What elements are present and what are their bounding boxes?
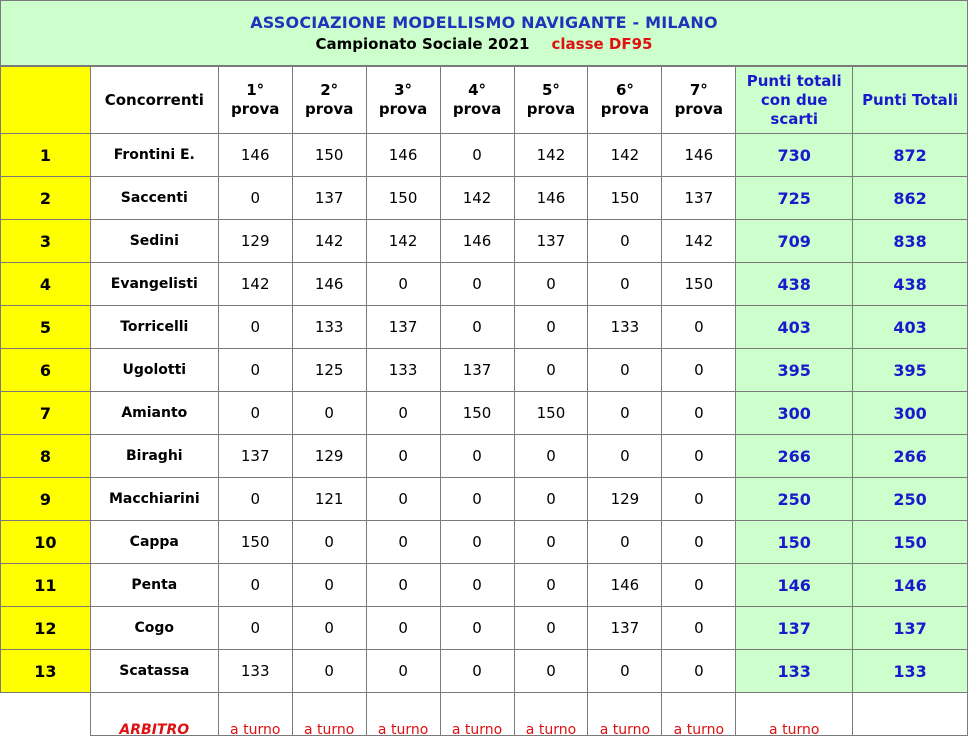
table-row: [1, 220, 968, 263]
race-score-3: 0: [366, 564, 440, 607]
grand-total-cell: 438: [853, 263, 968, 306]
race-score-5: 0: [514, 263, 588, 306]
race-header-7: 7° prova: [662, 67, 736, 134]
race-score-1: 133: [218, 650, 292, 693]
position-cell: 1: [1, 134, 91, 177]
race-score-5: 137: [514, 220, 588, 263]
race-score-6: 142: [588, 134, 662, 177]
championship-subtitle: [1, 35, 967, 53]
race-header-5: 5° prova: [514, 67, 588, 134]
race-score-2: 0: [292, 607, 366, 650]
discard-total-cell: 266: [736, 435, 853, 478]
race-score-2: 146: [292, 263, 366, 306]
race-score-7: 150: [662, 263, 736, 306]
race-score-3: 0: [366, 650, 440, 693]
race-header-3: 3° prova: [366, 67, 440, 134]
grand-total-cell: 300: [853, 392, 968, 435]
referee-turn-discard: a turno: [736, 693, 853, 736]
race-score-5: 0: [514, 435, 588, 478]
class-label: classe DF95: [551, 35, 653, 53]
race-score-5: 0: [514, 521, 588, 564]
grand-total-cell: 872: [853, 134, 968, 177]
competitor-name: Macchiarini: [90, 478, 218, 521]
discard-total-cell: 250: [736, 478, 853, 521]
position-cell: 5: [1, 306, 91, 349]
race-score-1: 0: [218, 306, 292, 349]
competitor-name: Ugolotti: [90, 349, 218, 392]
race-score-7: 0: [662, 650, 736, 693]
race-score-7: 142: [662, 220, 736, 263]
table-row: [1, 134, 968, 177]
race-score-4: 142: [440, 177, 514, 220]
race-score-2: 133: [292, 306, 366, 349]
race-score-7: 146: [662, 134, 736, 177]
competitor-name: Evangelisti: [90, 263, 218, 306]
race-score-1: 150: [218, 521, 292, 564]
discard-total-header: Punti totali con due scarti: [736, 67, 853, 134]
referee-turn-2: a turno: [292, 693, 366, 736]
championship-name: Campionato Sociale 2021: [315, 35, 530, 53]
referee-turn-1: a turno: [218, 693, 292, 736]
header-row: [1, 67, 968, 134]
race-score-1: 0: [218, 564, 292, 607]
position-cell: 11: [1, 564, 91, 607]
race-score-3: 142: [366, 220, 440, 263]
race-score-3: 0: [366, 478, 440, 521]
race-score-4: 0: [440, 263, 514, 306]
race-score-6: 0: [588, 521, 662, 564]
race-score-4: 0: [440, 607, 514, 650]
race-score-5: 0: [514, 564, 588, 607]
race-score-3: 0: [366, 607, 440, 650]
race-score-1: 0: [218, 392, 292, 435]
position-cell: 6: [1, 349, 91, 392]
race-score-4: 0: [440, 521, 514, 564]
referee-row: [1, 693, 968, 736]
race-score-3: 137: [366, 306, 440, 349]
race-score-4: 0: [440, 650, 514, 693]
competitors-header: Concorrenti: [90, 67, 218, 134]
race-score-7: 0: [662, 306, 736, 349]
race-score-5: 142: [514, 134, 588, 177]
race-score-7: 0: [662, 349, 736, 392]
race-score-2: 137: [292, 177, 366, 220]
race-score-4: 0: [440, 134, 514, 177]
race-score-3: 0: [366, 392, 440, 435]
table-row: [1, 478, 968, 521]
table-row: [1, 349, 968, 392]
race-score-1: 0: [218, 478, 292, 521]
discard-total-cell: 403: [736, 306, 853, 349]
competitor-name: Cogo: [90, 607, 218, 650]
grand-total-cell: 250: [853, 478, 968, 521]
grand-total-cell: 862: [853, 177, 968, 220]
race-score-7: 0: [662, 435, 736, 478]
table-row: [1, 177, 968, 220]
race-score-2: 142: [292, 220, 366, 263]
table-row: [1, 392, 968, 435]
position-cell: 3: [1, 220, 91, 263]
race-score-2: 125: [292, 349, 366, 392]
race-score-4: 0: [440, 564, 514, 607]
discard-total-cell: 150: [736, 521, 853, 564]
race-score-6: 146: [588, 564, 662, 607]
grand-total-cell: 395: [853, 349, 968, 392]
position-header: [1, 67, 91, 134]
grand-total-cell: 146: [853, 564, 968, 607]
race-score-1: 0: [218, 177, 292, 220]
race-score-6: 0: [588, 220, 662, 263]
referee-turn-6: a turno: [588, 693, 662, 736]
competitor-name: Cappa: [90, 521, 218, 564]
grand-total-cell: 137: [853, 607, 968, 650]
race-score-3: 150: [366, 177, 440, 220]
discard-total-cell: 730: [736, 134, 853, 177]
race-score-1: 0: [218, 349, 292, 392]
referee-turn-5: a turno: [514, 693, 588, 736]
race-score-5: 0: [514, 306, 588, 349]
association-title: ASSOCIAZIONE MODELLISMO NAVIGANTE - MILANO: [250, 13, 718, 32]
table-row: [1, 650, 968, 693]
race-score-4: 137: [440, 349, 514, 392]
grand-total-cell: 266: [853, 435, 968, 478]
race-score-2: 0: [292, 564, 366, 607]
race-score-1: 137: [218, 435, 292, 478]
race-score-5: 0: [514, 349, 588, 392]
race-score-4: 146: [440, 220, 514, 263]
race-score-1: 0: [218, 607, 292, 650]
race-score-6: 0: [588, 650, 662, 693]
table-row: [1, 521, 968, 564]
race-score-2: 121: [292, 478, 366, 521]
competitor-name: Scatassa: [90, 650, 218, 693]
race-score-4: 0: [440, 478, 514, 521]
race-score-4: 0: [440, 435, 514, 478]
competitor-name: Frontini E.: [90, 134, 218, 177]
grand-total-header: Punti Totali: [853, 67, 968, 134]
grand-total-cell: 150: [853, 521, 968, 564]
position-cell: 4: [1, 263, 91, 306]
race-score-6: 0: [588, 435, 662, 478]
race-score-4: 150: [440, 392, 514, 435]
competitor-name: Penta: [90, 564, 218, 607]
grand-total-cell: 133: [853, 650, 968, 693]
discard-total-cell: 146: [736, 564, 853, 607]
referee-turn-3: a turno: [366, 693, 440, 736]
race-score-7: 0: [662, 478, 736, 521]
referee-turn-7: a turno: [662, 693, 736, 736]
race-score-3: 133: [366, 349, 440, 392]
grand-total-cell: 838: [853, 220, 968, 263]
table-row: [1, 564, 968, 607]
race-score-7: 137: [662, 177, 736, 220]
table-row: [1, 435, 968, 478]
race-score-2: 150: [292, 134, 366, 177]
race-score-1: 142: [218, 263, 292, 306]
race-header-6: 6° prova: [588, 67, 662, 134]
discard-total-cell: 438: [736, 263, 853, 306]
position-cell: 7: [1, 392, 91, 435]
race-score-2: 0: [292, 392, 366, 435]
discard-total-cell: 300: [736, 392, 853, 435]
standings-table: [0, 66, 968, 736]
race-score-2: 0: [292, 650, 366, 693]
referee-blank-cell: [1, 693, 91, 736]
referee-blank-total: [853, 693, 968, 736]
position-cell: 12: [1, 607, 91, 650]
race-score-7: 0: [662, 521, 736, 564]
race-score-7: 0: [662, 607, 736, 650]
discard-total-cell: 709: [736, 220, 853, 263]
race-score-7: 0: [662, 392, 736, 435]
race-score-2: 129: [292, 435, 366, 478]
discard-total-cell: 137: [736, 607, 853, 650]
referee-turn-4: a turno: [440, 693, 514, 736]
race-score-2: 0: [292, 521, 366, 564]
race-score-5: 146: [514, 177, 588, 220]
race-score-3: 0: [366, 263, 440, 306]
race-score-6: 129: [588, 478, 662, 521]
position-cell: 2: [1, 177, 91, 220]
race-score-7: 0: [662, 564, 736, 607]
report-header: [0, 0, 968, 66]
table-row: [1, 306, 968, 349]
race-score-5: 0: [514, 650, 588, 693]
position-cell: 13: [1, 650, 91, 693]
discard-total-cell: 133: [736, 650, 853, 693]
competitor-name: Amianto: [90, 392, 218, 435]
position-cell: 10: [1, 521, 91, 564]
position-cell: 9: [1, 478, 91, 521]
race-score-3: 0: [366, 521, 440, 564]
race-score-5: 150: [514, 392, 588, 435]
position-cell: 8: [1, 435, 91, 478]
race-score-5: 0: [514, 607, 588, 650]
race-score-6: 150: [588, 177, 662, 220]
race-score-4: 0: [440, 306, 514, 349]
table-row: [1, 263, 968, 306]
discard-total-cell: 725: [736, 177, 853, 220]
race-score-3: 0: [366, 435, 440, 478]
discard-total-cell: 395: [736, 349, 853, 392]
race-score-6: 0: [588, 349, 662, 392]
competitor-name: Saccenti: [90, 177, 218, 220]
grand-total-cell: 403: [853, 306, 968, 349]
race-score-6: 133: [588, 306, 662, 349]
race-score-1: 129: [218, 220, 292, 263]
race-header-4: 4° prova: [440, 67, 514, 134]
race-score-3: 146: [366, 134, 440, 177]
competitor-name: Torricelli: [90, 306, 218, 349]
race-score-6: 137: [588, 607, 662, 650]
referee-label: ARBITRO: [90, 693, 218, 736]
competitor-name: Sedini: [90, 220, 218, 263]
table-row: [1, 607, 968, 650]
race-score-6: 0: [588, 263, 662, 306]
race-score-1: 146: [218, 134, 292, 177]
race-header-1: 1° prova: [218, 67, 292, 134]
competitor-name: Biraghi: [90, 435, 218, 478]
race-header-2: 2° prova: [292, 67, 366, 134]
race-score-6: 0: [588, 392, 662, 435]
race-score-5: 0: [514, 478, 588, 521]
